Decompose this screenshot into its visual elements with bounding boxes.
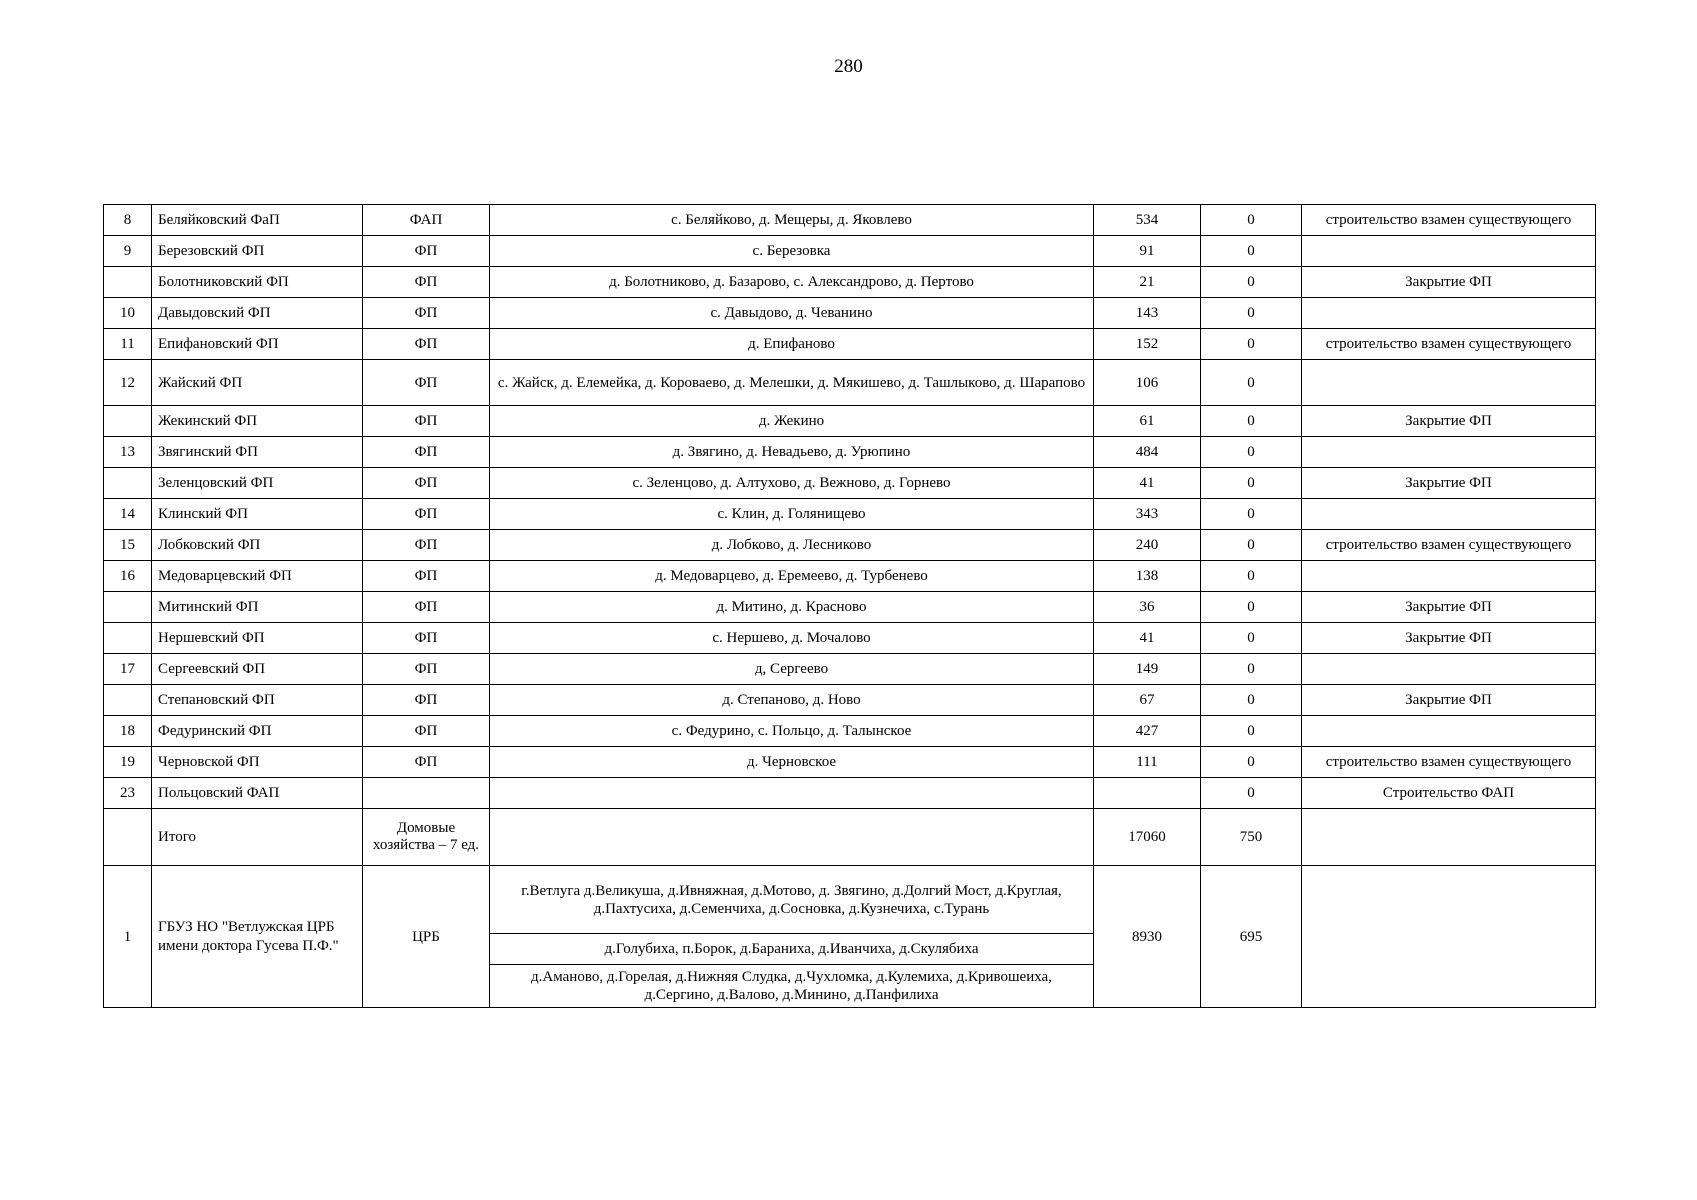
row-number: 18 xyxy=(104,716,152,747)
planned-action xyxy=(1302,716,1596,747)
population-count: 61 xyxy=(1094,406,1201,437)
row-number xyxy=(104,592,152,623)
row-number: 12 xyxy=(104,360,152,406)
value-cell: 0 xyxy=(1201,654,1302,685)
population-count: 67 xyxy=(1094,685,1201,716)
facility-type: ФП xyxy=(363,499,490,530)
facility-type: ФП xyxy=(363,298,490,329)
planned-action: строительство взамен существующего xyxy=(1302,747,1596,778)
facility-name: Жайский ФП xyxy=(152,360,363,406)
row-number xyxy=(104,267,152,298)
served-settlements: с. Клин, д. Голянищево xyxy=(490,499,1094,530)
crb-row xyxy=(104,866,1596,934)
table-row xyxy=(104,205,1596,236)
value-cell: 0 xyxy=(1201,329,1302,360)
table-row xyxy=(104,623,1596,654)
table-row xyxy=(104,298,1596,329)
facility-type: ФП xyxy=(363,437,490,468)
served-settlements: д. Черновское xyxy=(490,747,1094,778)
served-settlements: с. Беляйково, д. Мещеры, д. Яковлево xyxy=(490,205,1094,236)
value-cell: 0 xyxy=(1201,530,1302,561)
planned-action xyxy=(1302,654,1596,685)
total-facility-type: Домовые хозяйства – 7 ед. xyxy=(363,809,490,866)
served-settlements: д, Сергеево xyxy=(490,654,1094,685)
served-settlements: д. Жекино xyxy=(490,406,1094,437)
facility-name: Сергеевский ФП xyxy=(152,654,363,685)
facility-type: ФП xyxy=(363,716,490,747)
facility-name: Звягинский ФП xyxy=(152,437,363,468)
served-settlements: с. Березовка xyxy=(490,236,1094,267)
total-value-cell: 750 xyxy=(1201,809,1302,866)
served-settlements: с. Давыдово, д. Чеванино xyxy=(490,298,1094,329)
facility-name: Медоварцевский ФП xyxy=(152,561,363,592)
population-count: 152 xyxy=(1094,329,1201,360)
row-number xyxy=(104,468,152,499)
population-count: 91 xyxy=(1094,236,1201,267)
value-cell: 0 xyxy=(1201,298,1302,329)
facility-name: Зеленцовский ФП xyxy=(152,468,363,499)
population-count: 106 xyxy=(1094,360,1201,406)
population-count: 21 xyxy=(1094,267,1201,298)
population-count: 36 xyxy=(1094,592,1201,623)
facility-name: Клинский ФП xyxy=(152,499,363,530)
population-count: 149 xyxy=(1094,654,1201,685)
planned-action xyxy=(1302,298,1596,329)
table-row xyxy=(104,499,1596,530)
population-count xyxy=(1094,778,1201,809)
value-cell: 0 xyxy=(1201,716,1302,747)
total-planned-action xyxy=(1302,809,1596,866)
table-row xyxy=(104,468,1596,499)
population-count: 41 xyxy=(1094,623,1201,654)
facility-name: Епифановский ФП xyxy=(152,329,363,360)
served-settlements: д. Медоварцево, д. Еремеево, д. Турбенево xyxy=(490,561,1094,592)
crb-type: ЦРБ xyxy=(363,866,490,1008)
table-row xyxy=(104,654,1596,685)
facility-type: ФП xyxy=(363,747,490,778)
served-settlements xyxy=(490,778,1094,809)
facility-type: ФП xyxy=(363,406,490,437)
row-number xyxy=(104,623,152,654)
served-settlements: д. Митино, д. Красново xyxy=(490,592,1094,623)
facility-name: Болотниковский ФП xyxy=(152,267,363,298)
population-count: 484 xyxy=(1094,437,1201,468)
served-settlements: д. Звягино, д. Невадьево, д. Урюпино xyxy=(490,437,1094,468)
row-number: 13 xyxy=(104,437,152,468)
row-number: 19 xyxy=(104,747,152,778)
value-cell: 0 xyxy=(1201,499,1302,530)
crb-value: 695 xyxy=(1201,866,1302,1008)
facility-name: Черновской ФП xyxy=(152,747,363,778)
row-number: 8 xyxy=(104,205,152,236)
table-row xyxy=(104,329,1596,360)
planned-action: Закрытие ФП xyxy=(1302,592,1596,623)
facility-type: ФАП xyxy=(363,205,490,236)
planned-action: строительство взамен существующего xyxy=(1302,329,1596,360)
facility-type: ФП xyxy=(363,530,490,561)
table-row xyxy=(104,685,1596,716)
facility-name: Жекинский ФП xyxy=(152,406,363,437)
population-count: 343 xyxy=(1094,499,1201,530)
value-cell: 0 xyxy=(1201,561,1302,592)
row-number xyxy=(104,406,152,437)
value-cell: 0 xyxy=(1201,437,1302,468)
row-number: 9 xyxy=(104,236,152,267)
facility-name: Нершевский ФП xyxy=(152,623,363,654)
page-number: 280 xyxy=(834,56,863,77)
population-count: 240 xyxy=(1094,530,1201,561)
value-cell: 0 xyxy=(1201,747,1302,778)
planned-action xyxy=(1302,360,1596,406)
facility-type: ФП xyxy=(363,654,490,685)
row-number: 10 xyxy=(104,298,152,329)
served-settlements: д. Степаново, д. Ново xyxy=(490,685,1094,716)
facility-type: ФП xyxy=(363,623,490,654)
value-cell: 0 xyxy=(1201,236,1302,267)
population-count: 111 xyxy=(1094,747,1201,778)
served-settlements: с. Зеленцово, д. Алтухово, д. Вежново, д. Горнево xyxy=(490,468,1094,499)
table-row xyxy=(104,592,1596,623)
population-count: 138 xyxy=(1094,561,1201,592)
crb-number: 1 xyxy=(104,866,152,1008)
total-row-number xyxy=(104,809,152,866)
value-cell: 0 xyxy=(1201,468,1302,499)
value-cell: 0 xyxy=(1201,592,1302,623)
facility-type: ФП xyxy=(363,360,490,406)
facility-type: ФП xyxy=(363,329,490,360)
facility-type: ФП xyxy=(363,685,490,716)
facility-name: Митинский ФП xyxy=(152,592,363,623)
crb-settlement-group: д.Аманово, д.Горелая, д.Нижняя Слудка, д.Чухломка, д.Кулемиха, д.Кривошеиха, д.Сергино, д.Валово, д.Минино, д.Панфилиха xyxy=(490,965,1094,1008)
row-number xyxy=(104,685,152,716)
value-cell: 0 xyxy=(1201,360,1302,406)
served-settlements: с. Федурино, с. Польцо, д. Талынское xyxy=(490,716,1094,747)
population-count: 143 xyxy=(1094,298,1201,329)
planned-action: Закрытие ФП xyxy=(1302,406,1596,437)
planned-action xyxy=(1302,437,1596,468)
table-row xyxy=(104,561,1596,592)
row-number: 23 xyxy=(104,778,152,809)
served-settlements: д. Лобково, д. Лесниково xyxy=(490,530,1094,561)
population-count: 534 xyxy=(1094,205,1201,236)
table-row xyxy=(104,716,1596,747)
served-settlements: с. Жайск, д. Елемейка, д. Короваево, д. Мелешки, д. Мякишево, д. Ташлыково, д. Шарапово xyxy=(490,360,1094,406)
total-row xyxy=(104,809,1596,866)
served-settlements: д. Епифаново xyxy=(490,329,1094,360)
facility-type: ФП xyxy=(363,236,490,267)
row-number: 17 xyxy=(104,654,152,685)
crb-settlement-group: д.Голубиха, п.Борок, д.Бараниха, д.Иванчиха, д.Скулябиха xyxy=(490,934,1094,965)
crb-settlement-group: г.Ветлуга д.Великуша, д.Ивняжная, д.Мотово, д. Звягино, д.Долгий Мост, д.Круглая, д.Пахтусиха, д.Семенчиха, д.Сосновка, д.Кузнечиха, с.Турань xyxy=(490,866,1094,934)
total-population-count: 17060 xyxy=(1094,809,1201,866)
table-row xyxy=(104,360,1596,406)
planned-action xyxy=(1302,236,1596,267)
crb-name: ГБУЗ НО "Ветлужская ЦРБ имени доктора Гусева П.Ф." xyxy=(152,866,363,1008)
planned-action: Закрытие ФП xyxy=(1302,685,1596,716)
value-cell: 0 xyxy=(1201,778,1302,809)
facility-name: Березовский ФП xyxy=(152,236,363,267)
value-cell: 0 xyxy=(1201,685,1302,716)
facility-name: Федуринский ФП xyxy=(152,716,363,747)
table-body xyxy=(104,205,1596,1008)
planned-action: Строительство ФАП xyxy=(1302,778,1596,809)
facility-name: Беляйковский ФаП xyxy=(152,205,363,236)
value-cell: 0 xyxy=(1201,267,1302,298)
planned-action: строительство взамен существующего xyxy=(1302,205,1596,236)
table-row xyxy=(104,437,1596,468)
population-count: 41 xyxy=(1094,468,1201,499)
value-cell: 0 xyxy=(1201,205,1302,236)
total-served-settlements xyxy=(490,809,1094,866)
facility-name: Степановский ФП xyxy=(152,685,363,716)
planned-action: строительство взамен существующего xyxy=(1302,530,1596,561)
facility-name: Давыдовский ФП xyxy=(152,298,363,329)
facility-type xyxy=(363,778,490,809)
served-settlements: с. Нершево, д. Мочалово xyxy=(490,623,1094,654)
facility-type: ФП xyxy=(363,561,490,592)
table-row xyxy=(104,747,1596,778)
row-number: 11 xyxy=(104,329,152,360)
crb-note xyxy=(1302,866,1596,1008)
total-facility-name: Итого xyxy=(152,809,363,866)
planned-action xyxy=(1302,499,1596,530)
served-settlements: д. Болотниково, д. Базарово, с. Александрово, д. Пертово xyxy=(490,267,1094,298)
facility-name: Лобковский ФП xyxy=(152,530,363,561)
row-number: 16 xyxy=(104,561,152,592)
facilities-table xyxy=(103,204,1596,1008)
planned-action: Закрытие ФП xyxy=(1302,623,1596,654)
table-row xyxy=(104,267,1596,298)
facility-name: Польцовский ФАП xyxy=(152,778,363,809)
planned-action xyxy=(1302,561,1596,592)
table-row xyxy=(104,530,1596,561)
row-number: 14 xyxy=(104,499,152,530)
row-number: 15 xyxy=(104,530,152,561)
planned-action: Закрытие ФП xyxy=(1302,468,1596,499)
facility-type: ФП xyxy=(363,267,490,298)
table-row xyxy=(104,236,1596,267)
value-cell: 0 xyxy=(1201,623,1302,654)
population-count: 427 xyxy=(1094,716,1201,747)
table-row xyxy=(104,778,1596,809)
table-row xyxy=(104,406,1596,437)
value-cell: 0 xyxy=(1201,406,1302,437)
planned-action: Закрытие ФП xyxy=(1302,267,1596,298)
facility-type: ФП xyxy=(363,468,490,499)
crb-population: 8930 xyxy=(1094,866,1201,1008)
facility-type: ФП xyxy=(363,592,490,623)
